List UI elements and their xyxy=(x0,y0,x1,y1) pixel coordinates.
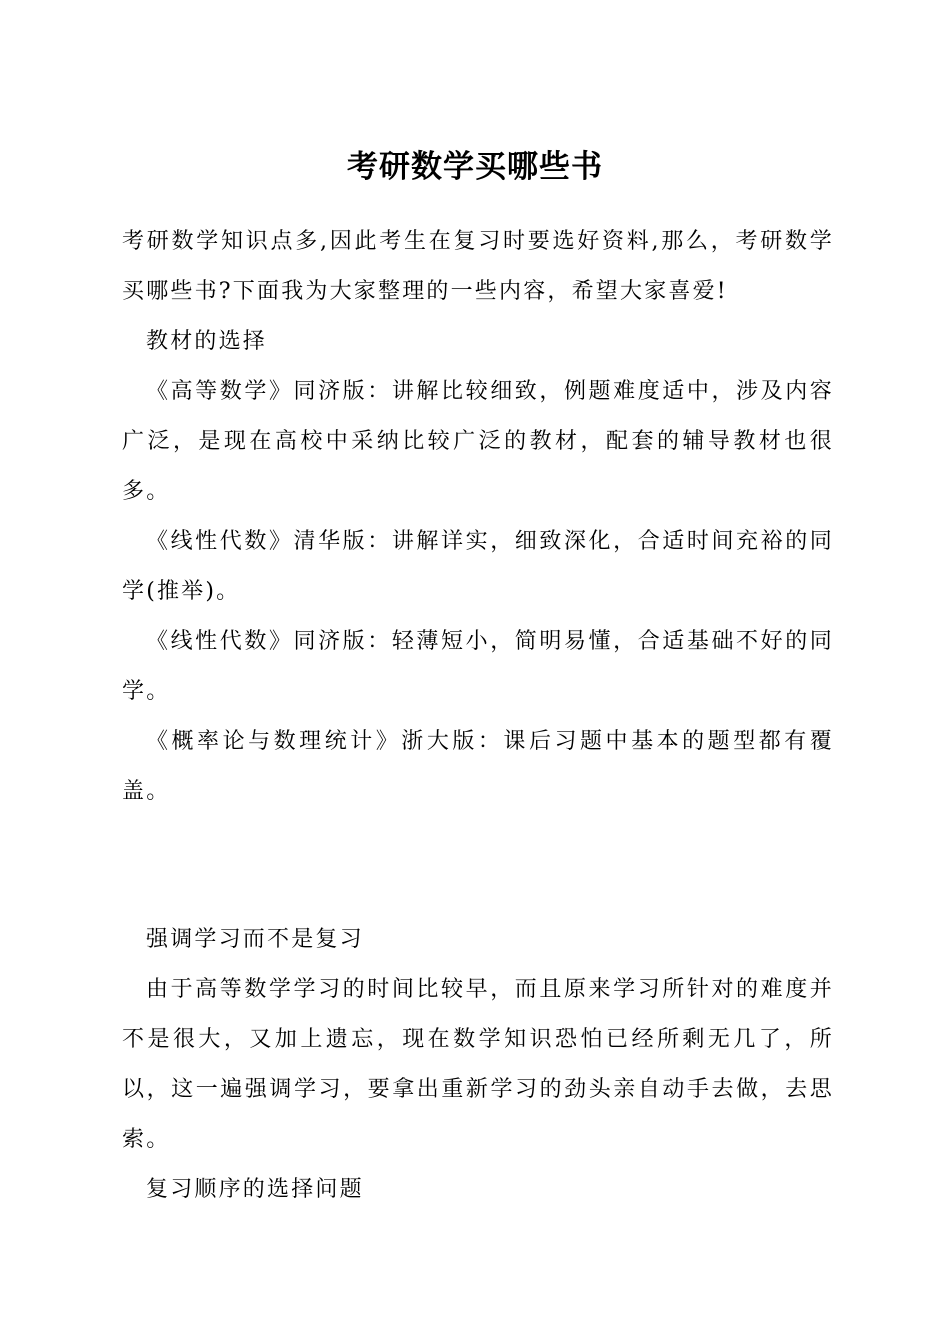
book-probability-paragraph: 《概率论与数理统计》浙大版：课后习题中基本的题型都有覆盖。 xyxy=(122,729,834,804)
section-heading-review-order: 复习顺序的选择问题 xyxy=(146,1177,364,1202)
document-title: 考研数学买哪些书 xyxy=(347,149,603,185)
intro-paragraph: 考研数学知识点多,因此考生在复习时要选好资料,那么，考研数学买哪些书?下面我为大家整理的一些内容，希望大家喜爱! xyxy=(122,229,834,304)
book-advanced-math-paragraph: 《高等数学》同济版：讲解比较细致，例题难度适中，涉及内容广泛，是现在高校中采纳比较广泛的教材，配套的辅导教材也很多。 xyxy=(122,379,834,504)
section-heading-study: 强调学习而不是复习 xyxy=(146,927,364,952)
book-linear-algebra-tongji-paragraph: 《线性代数》同济版：轻薄短小，简明易懂，合适基础不好的同学。 xyxy=(122,629,834,704)
document-body-lower xyxy=(122,915,834,1215)
study-advice-paragraph: 由于高等数学学习的时间比较早，而且原来学习所针对的难度并不是很大，又加上遗忘，现在数学知识恐怕已经所剩无几了，所以，这一遍强调学习，要拿出重新学习的劲头亲自动手去做，去思索。 xyxy=(122,977,834,1152)
section-heading-textbooks: 教材的选择 xyxy=(146,329,268,354)
document-body-upper xyxy=(122,217,834,817)
book-linear-algebra-tsinghua-paragraph: 《线性代数》清华版：讲解详实，细致深化，合适时间充裕的同学(推举)。 xyxy=(122,529,834,604)
